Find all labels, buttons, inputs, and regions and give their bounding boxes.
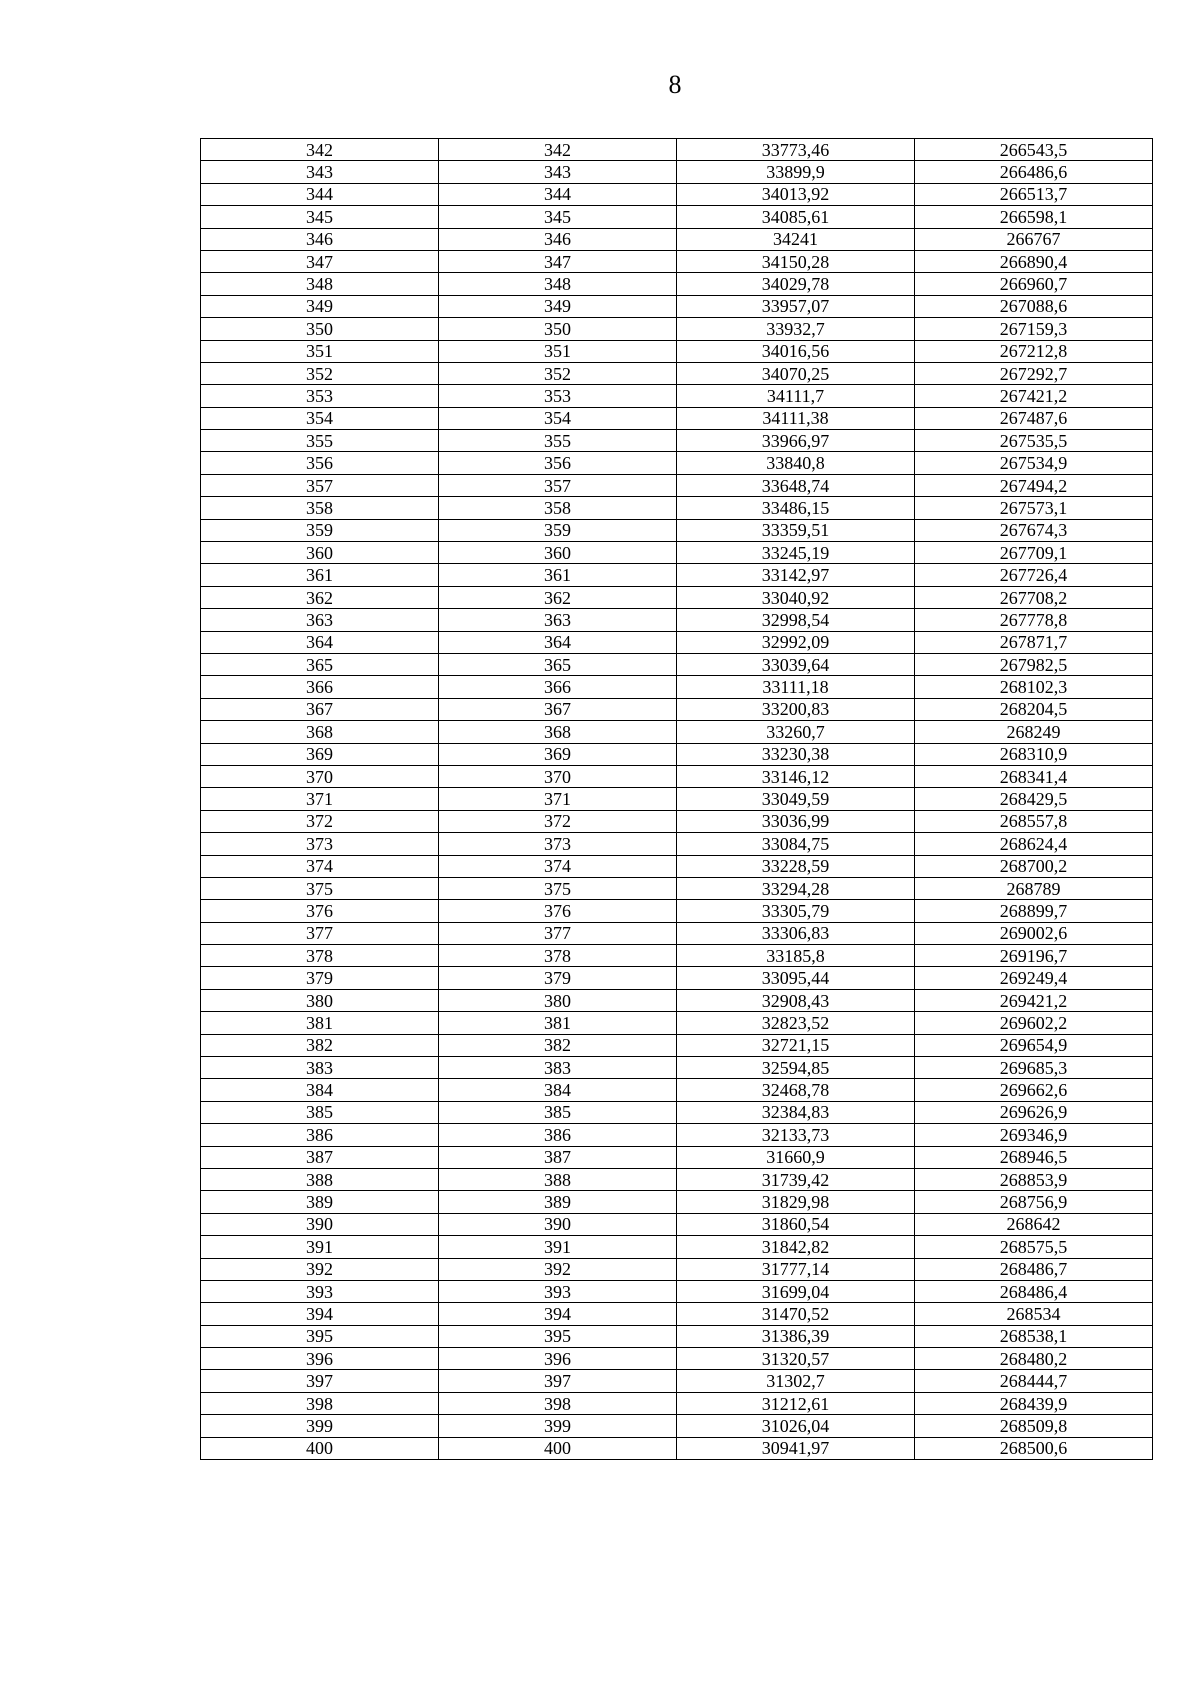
table-row — [201, 1168, 1153, 1190]
table-cell: 383 — [201, 1057, 439, 1079]
table-cell: 266543,5 — [915, 139, 1153, 161]
table-cell: 267088,6 — [915, 295, 1153, 317]
table-cell: 34111,7 — [677, 385, 915, 407]
table-cell: 365 — [439, 653, 677, 675]
table-cell: 32594,85 — [677, 1057, 915, 1079]
table-cell: 32468,78 — [677, 1079, 915, 1101]
table-cell: 269249,4 — [915, 967, 1153, 989]
table-row — [201, 810, 1153, 832]
table-row — [201, 1415, 1153, 1437]
table-cell: 371 — [439, 788, 677, 810]
table-cell: 344 — [439, 183, 677, 205]
table-cell: 389 — [439, 1191, 677, 1213]
table-row — [201, 1057, 1153, 1079]
table-cell: 392 — [201, 1258, 439, 1280]
table-cell: 386 — [201, 1124, 439, 1146]
table-cell: 268534 — [915, 1303, 1153, 1325]
table-row — [201, 833, 1153, 855]
table-row — [201, 1079, 1153, 1101]
table-cell: 267534,9 — [915, 452, 1153, 474]
table-cell: 356 — [439, 452, 677, 474]
table-cell: 380 — [201, 989, 439, 1011]
table-cell: 268444,7 — [915, 1370, 1153, 1392]
table-row — [201, 1392, 1153, 1414]
table-row — [201, 474, 1153, 496]
table-row — [201, 1213, 1153, 1235]
table-cell: 394 — [439, 1303, 677, 1325]
table-cell: 354 — [439, 407, 677, 429]
table-cell: 364 — [201, 631, 439, 653]
table-cell: 268557,8 — [915, 810, 1153, 832]
table-cell: 358 — [201, 497, 439, 519]
table-cell: 391 — [439, 1236, 677, 1258]
table-cell: 269346,9 — [915, 1124, 1153, 1146]
table-cell: 387 — [439, 1146, 677, 1168]
table-cell: 268500,6 — [915, 1437, 1153, 1459]
table-cell: 32133,73 — [677, 1124, 915, 1146]
table-cell: 33359,51 — [677, 519, 915, 541]
table-cell: 33957,07 — [677, 295, 915, 317]
table-cell: 33228,59 — [677, 855, 915, 877]
table-cell: 381 — [201, 1012, 439, 1034]
table-cell: 268853,9 — [915, 1168, 1153, 1190]
table-cell: 269196,7 — [915, 945, 1153, 967]
table-cell: 382 — [439, 1034, 677, 1056]
table-cell: 33084,75 — [677, 833, 915, 855]
table-cell: 387 — [201, 1146, 439, 1168]
table-cell: 386 — [439, 1124, 677, 1146]
table-cell: 357 — [439, 474, 677, 496]
table-cell: 33966,97 — [677, 430, 915, 452]
table-cell: 385 — [439, 1101, 677, 1123]
table-cell: 360 — [439, 542, 677, 564]
table-cell: 267778,8 — [915, 609, 1153, 631]
table-cell: 269421,2 — [915, 989, 1153, 1011]
table-cell: 32823,52 — [677, 1012, 915, 1034]
table-cell: 349 — [201, 295, 439, 317]
table-cell: 372 — [201, 810, 439, 832]
table-row — [201, 430, 1153, 452]
table-row — [201, 586, 1153, 608]
table-cell: 34241 — [677, 228, 915, 250]
table-cell: 33111,18 — [677, 676, 915, 698]
table-row — [201, 855, 1153, 877]
table-cell: 388 — [201, 1168, 439, 1190]
table-cell: 368 — [201, 721, 439, 743]
table-row — [201, 273, 1153, 295]
table-cell: 378 — [439, 945, 677, 967]
table-row — [201, 1280, 1153, 1302]
table-cell: 395 — [201, 1325, 439, 1347]
table-cell: 268575,5 — [915, 1236, 1153, 1258]
table-cell: 267159,3 — [915, 318, 1153, 340]
table-row — [201, 340, 1153, 362]
table-cell: 32721,15 — [677, 1034, 915, 1056]
table-row — [201, 900, 1153, 922]
table-cell: 396 — [439, 1348, 677, 1370]
table-cell: 268642 — [915, 1213, 1153, 1235]
table-cell: 33932,7 — [677, 318, 915, 340]
table-cell: 384 — [439, 1079, 677, 1101]
table-cell: 375 — [201, 877, 439, 899]
table-cell: 34013,92 — [677, 183, 915, 205]
table-cell: 382 — [201, 1034, 439, 1056]
table-cell: 353 — [439, 385, 677, 407]
table-cell: 352 — [201, 362, 439, 384]
table-cell: 269662,6 — [915, 1079, 1153, 1101]
table-cell: 31302,7 — [677, 1370, 915, 1392]
table-cell: 393 — [439, 1280, 677, 1302]
table-cell: 372 — [439, 810, 677, 832]
table-cell: 268310,9 — [915, 743, 1153, 765]
table-row — [201, 1303, 1153, 1325]
table-row — [201, 250, 1153, 272]
table-cell: 367 — [201, 698, 439, 720]
table-cell: 360 — [201, 542, 439, 564]
table-row — [201, 653, 1153, 675]
table-cell: 350 — [201, 318, 439, 340]
table-cell: 269654,9 — [915, 1034, 1153, 1056]
table-cell: 343 — [201, 161, 439, 183]
table-cell: 359 — [201, 519, 439, 541]
table-cell: 342 — [201, 139, 439, 161]
table-cell: 268429,5 — [915, 788, 1153, 810]
table-cell: 267487,6 — [915, 407, 1153, 429]
table-row — [201, 1101, 1153, 1123]
table-cell: 33142,97 — [677, 564, 915, 586]
table-cell: 267726,4 — [915, 564, 1153, 586]
table-cell: 392 — [439, 1258, 677, 1280]
table-cell: 31470,52 — [677, 1303, 915, 1325]
table-cell: 268102,3 — [915, 676, 1153, 698]
table-row — [201, 631, 1153, 653]
table-cell: 366 — [439, 676, 677, 698]
table-cell: 268946,5 — [915, 1146, 1153, 1168]
table-cell: 268899,7 — [915, 900, 1153, 922]
table-cell: 351 — [439, 340, 677, 362]
table-cell: 268624,4 — [915, 833, 1153, 855]
table-cell: 33095,44 — [677, 967, 915, 989]
table-cell: 400 — [201, 1437, 439, 1459]
table-cell: 267674,3 — [915, 519, 1153, 541]
table-row — [201, 542, 1153, 564]
table-cell: 367 — [439, 698, 677, 720]
table-cell: 365 — [201, 653, 439, 675]
table-cell: 33245,19 — [677, 542, 915, 564]
coordinates-table — [200, 138, 1153, 1460]
table-cell: 399 — [201, 1415, 439, 1437]
table-row — [201, 206, 1153, 228]
table-cell: 397 — [439, 1370, 677, 1392]
table-row — [201, 788, 1153, 810]
table-cell: 395 — [439, 1325, 677, 1347]
table-cell: 390 — [439, 1213, 677, 1235]
table-cell: 31829,98 — [677, 1191, 915, 1213]
table-cell: 34150,28 — [677, 250, 915, 272]
table-row — [201, 609, 1153, 631]
table-cell: 390 — [201, 1213, 439, 1235]
table-cell: 266486,6 — [915, 161, 1153, 183]
table-cell: 389 — [201, 1191, 439, 1213]
table-cell: 34016,56 — [677, 340, 915, 362]
table-cell: 268486,7 — [915, 1258, 1153, 1280]
table-cell: 268486,4 — [915, 1280, 1153, 1302]
table-cell: 381 — [439, 1012, 677, 1034]
table-cell: 267709,1 — [915, 542, 1153, 564]
table-row — [201, 318, 1153, 340]
table-cell: 361 — [201, 564, 439, 586]
table-cell: 34070,25 — [677, 362, 915, 384]
table-cell: 267494,2 — [915, 474, 1153, 496]
table-cell: 394 — [201, 1303, 439, 1325]
table-cell: 268789 — [915, 877, 1153, 899]
table-cell: 33146,12 — [677, 765, 915, 787]
table-row — [201, 183, 1153, 205]
table-cell: 32908,43 — [677, 989, 915, 1011]
table-body — [201, 139, 1153, 1460]
table-row — [201, 519, 1153, 541]
table-cell: 383 — [439, 1057, 677, 1079]
table-cell: 266598,1 — [915, 206, 1153, 228]
table-cell: 371 — [201, 788, 439, 810]
table-cell: 370 — [201, 765, 439, 787]
table-cell: 31212,61 — [677, 1392, 915, 1414]
table-cell: 31739,42 — [677, 1168, 915, 1190]
table-row — [201, 989, 1153, 1011]
table-cell: 33648,74 — [677, 474, 915, 496]
table-row — [201, 743, 1153, 765]
table-cell: 30941,97 — [677, 1437, 915, 1459]
table-cell: 352 — [439, 362, 677, 384]
table-cell: 376 — [439, 900, 677, 922]
table-cell: 363 — [439, 609, 677, 631]
table-row — [201, 385, 1153, 407]
table-cell: 388 — [439, 1168, 677, 1190]
table-cell: 398 — [439, 1392, 677, 1414]
table-row — [201, 452, 1153, 474]
table-cell: 368 — [439, 721, 677, 743]
table-cell: 358 — [439, 497, 677, 519]
table-cell: 374 — [201, 855, 439, 877]
table-cell: 348 — [201, 273, 439, 295]
table-cell: 267708,2 — [915, 586, 1153, 608]
table-row — [201, 1191, 1153, 1213]
table-cell: 397 — [201, 1370, 439, 1392]
table-cell: 32998,54 — [677, 609, 915, 631]
table-cell: 269626,9 — [915, 1101, 1153, 1123]
table-row — [201, 228, 1153, 250]
table-cell: 32384,83 — [677, 1101, 915, 1123]
table-cell: 31777,14 — [677, 1258, 915, 1280]
table-row — [201, 698, 1153, 720]
table-cell: 34029,78 — [677, 273, 915, 295]
table-cell: 33200,83 — [677, 698, 915, 720]
table-cell: 357 — [201, 474, 439, 496]
table-row — [201, 1034, 1153, 1056]
table-cell: 33230,38 — [677, 743, 915, 765]
table-cell: 31386,39 — [677, 1325, 915, 1347]
table-cell: 343 — [439, 161, 677, 183]
table-cell: 266767 — [915, 228, 1153, 250]
table-cell: 31660,9 — [677, 1146, 915, 1168]
table-cell: 396 — [201, 1348, 439, 1370]
table-row — [201, 407, 1153, 429]
table-row — [201, 295, 1153, 317]
table-cell: 362 — [201, 586, 439, 608]
table-cell: 376 — [201, 900, 439, 922]
table-cell: 266513,7 — [915, 183, 1153, 205]
table-cell: 33773,46 — [677, 139, 915, 161]
table-cell: 268538,1 — [915, 1325, 1153, 1347]
table-cell: 33305,79 — [677, 900, 915, 922]
table-row — [201, 139, 1153, 161]
table-cell: 31842,82 — [677, 1236, 915, 1258]
table-cell: 268480,2 — [915, 1348, 1153, 1370]
table-cell: 356 — [201, 452, 439, 474]
table-cell: 268700,2 — [915, 855, 1153, 877]
table-cell: 33185,8 — [677, 945, 915, 967]
table-cell: 347 — [201, 250, 439, 272]
table-cell: 33486,15 — [677, 497, 915, 519]
table-cell: 346 — [439, 228, 677, 250]
table-cell: 268249 — [915, 721, 1153, 743]
table-cell: 32992,09 — [677, 631, 915, 653]
table-cell: 375 — [439, 877, 677, 899]
table-cell: 364 — [439, 631, 677, 653]
table-row — [201, 721, 1153, 743]
table-cell: 266890,4 — [915, 250, 1153, 272]
table-cell: 268756,9 — [915, 1191, 1153, 1213]
table-cell: 400 — [439, 1437, 677, 1459]
table-row — [201, 1325, 1153, 1347]
table-cell: 33040,92 — [677, 586, 915, 608]
table-cell: 33039,64 — [677, 653, 915, 675]
table-cell: 399 — [439, 1415, 677, 1437]
table-cell: 379 — [201, 967, 439, 989]
page-number: 8 — [668, 70, 682, 99]
table-cell: 348 — [439, 273, 677, 295]
table-cell: 377 — [439, 922, 677, 944]
table-cell: 398 — [201, 1392, 439, 1414]
table-cell: 269002,6 — [915, 922, 1153, 944]
table-row — [201, 1124, 1153, 1146]
table-cell: 34085,61 — [677, 206, 915, 228]
table-row — [201, 1258, 1153, 1280]
table-cell: 370 — [439, 765, 677, 787]
table-row — [201, 362, 1153, 384]
table-row — [201, 1348, 1153, 1370]
table-cell: 31026,04 — [677, 1415, 915, 1437]
table-row — [201, 564, 1153, 586]
table-cell: 267212,8 — [915, 340, 1153, 362]
table-row — [201, 877, 1153, 899]
table-row — [201, 967, 1153, 989]
table-cell: 353 — [201, 385, 439, 407]
table-cell: 378 — [201, 945, 439, 967]
table-cell: 393 — [201, 1280, 439, 1302]
table-cell: 268509,8 — [915, 1415, 1153, 1437]
table-cell: 380 — [439, 989, 677, 1011]
table-row — [201, 922, 1153, 944]
table-cell: 345 — [201, 206, 439, 228]
table-cell: 363 — [201, 609, 439, 631]
table-cell: 385 — [201, 1101, 439, 1123]
table-row — [201, 1146, 1153, 1168]
table-row — [201, 1370, 1153, 1392]
table-cell: 31860,54 — [677, 1213, 915, 1235]
table-cell: 33840,8 — [677, 452, 915, 474]
table-cell: 377 — [201, 922, 439, 944]
table-cell: 355 — [201, 430, 439, 452]
table-cell: 347 — [439, 250, 677, 272]
table-cell: 34111,38 — [677, 407, 915, 429]
table-cell: 373 — [439, 833, 677, 855]
table-cell: 354 — [201, 407, 439, 429]
table-cell: 269602,2 — [915, 1012, 1153, 1034]
table-cell: 33306,83 — [677, 922, 915, 944]
table-cell: 362 — [439, 586, 677, 608]
table-cell: 369 — [439, 743, 677, 765]
table-cell: 349 — [439, 295, 677, 317]
table-cell: 359 — [439, 519, 677, 541]
table-cell: 33899,9 — [677, 161, 915, 183]
table-cell: 267982,5 — [915, 653, 1153, 675]
table-cell: 267421,2 — [915, 385, 1153, 407]
table-cell: 361 — [439, 564, 677, 586]
table-cell: 33294,28 — [677, 877, 915, 899]
table-cell: 351 — [201, 340, 439, 362]
table-cell: 269685,3 — [915, 1057, 1153, 1079]
table-cell: 379 — [439, 967, 677, 989]
table-cell: 266960,7 — [915, 273, 1153, 295]
table-cell: 267535,5 — [915, 430, 1153, 452]
table-cell: 373 — [201, 833, 439, 855]
table-row — [201, 1236, 1153, 1258]
table-row — [201, 497, 1153, 519]
table-row — [201, 765, 1153, 787]
table-cell: 31320,57 — [677, 1348, 915, 1370]
table-cell: 366 — [201, 676, 439, 698]
table-cell: 268341,4 — [915, 765, 1153, 787]
table-row — [201, 676, 1153, 698]
table-cell: 267292,7 — [915, 362, 1153, 384]
table-cell: 268204,5 — [915, 698, 1153, 720]
table-cell: 33260,7 — [677, 721, 915, 743]
table-cell: 268439,9 — [915, 1392, 1153, 1414]
table-row — [201, 161, 1153, 183]
table-cell: 33049,59 — [677, 788, 915, 810]
table-cell: 344 — [201, 183, 439, 205]
table-cell: 31699,04 — [677, 1280, 915, 1302]
table-cell: 346 — [201, 228, 439, 250]
table-cell: 374 — [439, 855, 677, 877]
table-cell: 267573,1 — [915, 497, 1153, 519]
table-cell: 355 — [439, 430, 677, 452]
table-cell: 345 — [439, 206, 677, 228]
table-cell: 342 — [439, 139, 677, 161]
table-row — [201, 945, 1153, 967]
table-cell: 350 — [439, 318, 677, 340]
table-row — [201, 1012, 1153, 1034]
table-cell: 267871,7 — [915, 631, 1153, 653]
table-cell: 384 — [201, 1079, 439, 1101]
table-row — [201, 1437, 1153, 1459]
table-cell: 33036,99 — [677, 810, 915, 832]
table-cell: 369 — [201, 743, 439, 765]
table-cell: 391 — [201, 1236, 439, 1258]
